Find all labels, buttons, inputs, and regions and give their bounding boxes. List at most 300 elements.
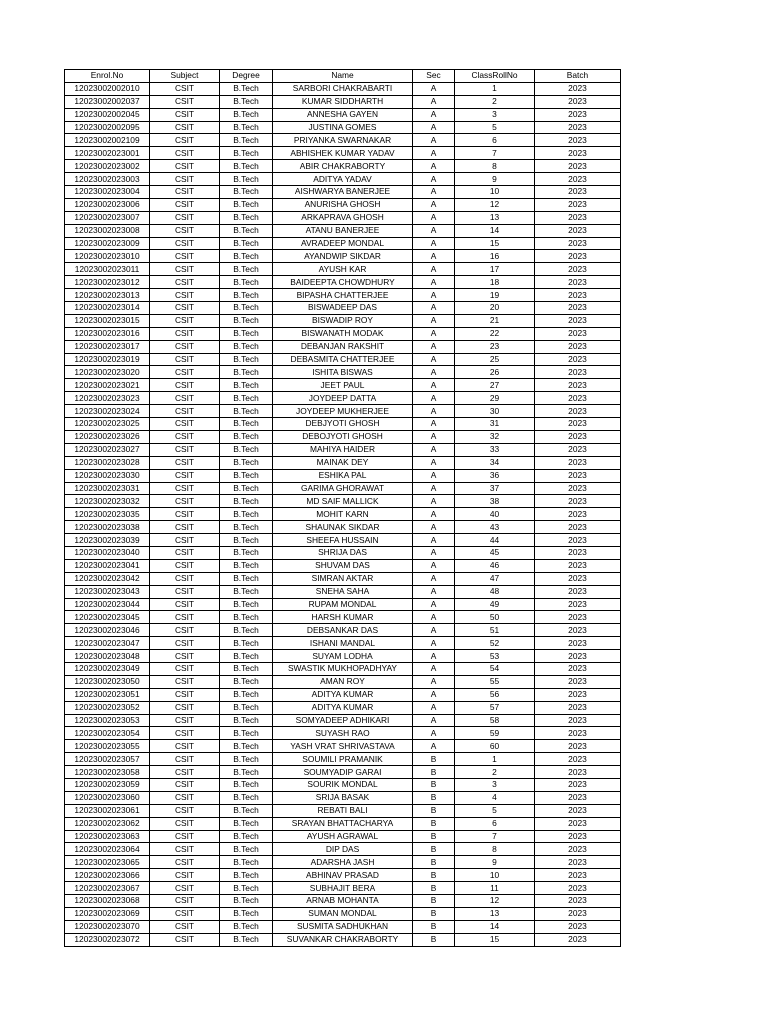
batch-cell: 2023 — [535, 237, 621, 250]
subject-cell: CSIT — [150, 430, 220, 443]
subject-cell: CSIT — [150, 856, 220, 869]
table-row — [65, 456, 621, 469]
table-row — [65, 82, 621, 95]
sec-cell: A — [413, 662, 455, 675]
name-cell: AYUSH AGRAWAL — [273, 830, 413, 843]
roll-cell: 11 — [455, 882, 535, 895]
batch-cell: 2023 — [535, 160, 621, 173]
name-cell: SOMYADEEP ADHIKARI — [273, 714, 413, 727]
batch-cell: 2023 — [535, 559, 621, 572]
degree-cell: B.Tech — [220, 804, 273, 817]
table-row — [65, 521, 621, 534]
sec-cell: B — [413, 933, 455, 946]
degree-cell: B.Tech — [220, 585, 273, 598]
roll-cell: 52 — [455, 637, 535, 650]
name-cell: BAIDEEPTA CHOWDHURY — [273, 276, 413, 289]
roll-cell: 26 — [455, 366, 535, 379]
degree-cell: B.Tech — [220, 740, 273, 753]
degree-cell: B.Tech — [220, 714, 273, 727]
sec-cell: A — [413, 675, 455, 688]
enrol-cell: 12023002023011 — [65, 263, 150, 276]
table-row — [65, 817, 621, 830]
degree-cell: B.Tech — [220, 611, 273, 624]
batch-cell: 2023 — [535, 250, 621, 263]
subject-cell: CSIT — [150, 843, 220, 856]
name-cell: DEBASMITA CHATTERJEE — [273, 353, 413, 366]
enrol-cell: 12023002023031 — [65, 482, 150, 495]
name-cell: ADARSHA JASH — [273, 856, 413, 869]
degree-cell: B.Tech — [220, 186, 273, 199]
sec-cell: B — [413, 856, 455, 869]
table-row — [65, 469, 621, 482]
table-row — [65, 379, 621, 392]
enrol-cell: 12023002023016 — [65, 327, 150, 340]
sec-cell: B — [413, 843, 455, 856]
roll-cell: 14 — [455, 224, 535, 237]
subject-cell: CSIT — [150, 778, 220, 791]
batch-cell: 2023 — [535, 276, 621, 289]
roll-cell: 16 — [455, 250, 535, 263]
degree-cell: B.Tech — [220, 778, 273, 791]
batch-cell: 2023 — [535, 701, 621, 714]
table-row — [65, 585, 621, 598]
sec-cell: B — [413, 882, 455, 895]
degree-cell: B.Tech — [220, 920, 273, 933]
header-name: Name — [273, 70, 413, 83]
batch-cell: 2023 — [535, 895, 621, 908]
subject-cell: CSIT — [150, 650, 220, 663]
batch-cell: 2023 — [535, 198, 621, 211]
batch-cell: 2023 — [535, 650, 621, 663]
name-cell: MD SAIF MALLICK — [273, 495, 413, 508]
table-row — [65, 340, 621, 353]
batch-cell: 2023 — [535, 714, 621, 727]
subject-cell: CSIT — [150, 546, 220, 559]
batch-cell: 2023 — [535, 353, 621, 366]
sec-cell: A — [413, 572, 455, 585]
roll-cell: 15 — [455, 933, 535, 946]
name-cell: JOYDEEP DATTA — [273, 392, 413, 405]
sec-cell: A — [413, 186, 455, 199]
name-cell: MAHIYA HAIDER — [273, 443, 413, 456]
degree-cell: B.Tech — [220, 598, 273, 611]
table-row — [65, 637, 621, 650]
sec-cell: A — [413, 237, 455, 250]
enrol-cell: 12023002023007 — [65, 211, 150, 224]
batch-cell: 2023 — [535, 495, 621, 508]
degree-cell: B.Tech — [220, 314, 273, 327]
roll-cell: 9 — [455, 173, 535, 186]
degree-cell: B.Tech — [220, 430, 273, 443]
subject-cell: CSIT — [150, 753, 220, 766]
batch-cell: 2023 — [535, 224, 621, 237]
subject-cell: CSIT — [150, 121, 220, 134]
roll-cell: 53 — [455, 650, 535, 663]
name-cell: SHUVAM DAS — [273, 559, 413, 572]
roll-cell: 9 — [455, 856, 535, 869]
degree-cell: B.Tech — [220, 237, 273, 250]
roll-cell: 58 — [455, 714, 535, 727]
table-row — [65, 624, 621, 637]
sec-cell: A — [413, 714, 455, 727]
name-cell: ARNAB MOHANTA — [273, 895, 413, 908]
enrol-cell: 12023002023042 — [65, 572, 150, 585]
degree-cell: B.Tech — [220, 198, 273, 211]
sec-cell: A — [413, 624, 455, 637]
table-row — [65, 289, 621, 302]
subject-cell: CSIT — [150, 314, 220, 327]
name-cell: SUMAN MONDAL — [273, 907, 413, 920]
sec-cell: A — [413, 379, 455, 392]
degree-cell: B.Tech — [220, 675, 273, 688]
batch-cell: 2023 — [535, 314, 621, 327]
sec-cell: A — [413, 340, 455, 353]
subject-cell: CSIT — [150, 366, 220, 379]
subject-cell: CSIT — [150, 302, 220, 315]
table-row — [65, 843, 621, 856]
table-row — [65, 869, 621, 882]
roll-cell: 5 — [455, 121, 535, 134]
degree-cell: B.Tech — [220, 662, 273, 675]
name-cell: BISWANATH MODAK — [273, 327, 413, 340]
subject-cell: CSIT — [150, 521, 220, 534]
enrol-cell: 12023002023044 — [65, 598, 150, 611]
batch-cell: 2023 — [535, 327, 621, 340]
batch-cell: 2023 — [535, 753, 621, 766]
sec-cell: A — [413, 392, 455, 405]
sec-cell: A — [413, 121, 455, 134]
degree-cell: B.Tech — [220, 482, 273, 495]
table-row — [65, 418, 621, 431]
table-row — [65, 366, 621, 379]
batch-cell: 2023 — [535, 830, 621, 843]
batch-cell: 2023 — [535, 456, 621, 469]
batch-cell: 2023 — [535, 598, 621, 611]
enrol-cell: 12023002002045 — [65, 108, 150, 121]
student-sheet — [64, 69, 621, 947]
sec-cell: A — [413, 443, 455, 456]
degree-cell: B.Tech — [220, 907, 273, 920]
enrol-cell: 12023002023010 — [65, 250, 150, 263]
roll-cell: 50 — [455, 611, 535, 624]
enrol-cell: 12023002023032 — [65, 495, 150, 508]
enrol-cell: 12023002023019 — [65, 353, 150, 366]
degree-cell: B.Tech — [220, 443, 273, 456]
subject-cell: CSIT — [150, 817, 220, 830]
enrol-cell: 12023002023058 — [65, 766, 150, 779]
subject-cell: CSIT — [150, 443, 220, 456]
degree-cell: B.Tech — [220, 766, 273, 779]
degree-cell: B.Tech — [220, 933, 273, 946]
roll-cell: 5 — [455, 804, 535, 817]
degree-cell: B.Tech — [220, 340, 273, 353]
roll-cell: 19 — [455, 289, 535, 302]
table-row — [65, 611, 621, 624]
degree-cell: B.Tech — [220, 173, 273, 186]
name-cell: ARKAPRAVA GHOSH — [273, 211, 413, 224]
degree-cell: B.Tech — [220, 353, 273, 366]
roll-cell: 30 — [455, 405, 535, 418]
sec-cell: A — [413, 276, 455, 289]
table-row — [65, 250, 621, 263]
subject-cell: CSIT — [150, 469, 220, 482]
name-cell: ADITYA YADAV — [273, 173, 413, 186]
subject-cell: CSIT — [150, 662, 220, 675]
table-row — [65, 314, 621, 327]
degree-cell: B.Tech — [220, 546, 273, 559]
enrol-cell: 12023002023062 — [65, 817, 150, 830]
degree-cell: B.Tech — [220, 624, 273, 637]
sec-cell: A — [413, 302, 455, 315]
name-cell: MOHIT KARN — [273, 508, 413, 521]
subject-cell: CSIT — [150, 598, 220, 611]
roll-cell: 14 — [455, 920, 535, 933]
degree-cell: B.Tech — [220, 134, 273, 147]
subject-cell: CSIT — [150, 392, 220, 405]
subject-cell: CSIT — [150, 740, 220, 753]
degree-cell: B.Tech — [220, 456, 273, 469]
enrol-cell: 12023002023024 — [65, 405, 150, 418]
table-row — [65, 920, 621, 933]
roll-cell: 57 — [455, 701, 535, 714]
roll-cell: 20 — [455, 302, 535, 315]
name-cell: SUBHAJIT BERA — [273, 882, 413, 895]
table-row — [65, 173, 621, 186]
subject-cell: CSIT — [150, 701, 220, 714]
degree-cell: B.Tech — [220, 534, 273, 547]
batch-cell: 2023 — [535, 546, 621, 559]
degree-cell: B.Tech — [220, 405, 273, 418]
table-row — [65, 392, 621, 405]
degree-cell: B.Tech — [220, 521, 273, 534]
roll-cell: 21 — [455, 314, 535, 327]
enrol-cell: 12023002023047 — [65, 637, 150, 650]
batch-cell: 2023 — [535, 366, 621, 379]
degree-cell: B.Tech — [220, 289, 273, 302]
table-row — [65, 766, 621, 779]
enrol-cell: 12023002023061 — [65, 804, 150, 817]
enrol-cell: 12023002002109 — [65, 134, 150, 147]
roll-cell: 2 — [455, 95, 535, 108]
degree-cell: B.Tech — [220, 701, 273, 714]
roll-cell: 15 — [455, 237, 535, 250]
enrol-cell: 12023002023002 — [65, 160, 150, 173]
header-row — [65, 70, 621, 83]
name-cell: SUSMITA SADHUKHAN — [273, 920, 413, 933]
name-cell: KUMAR SIDDHARTH — [273, 95, 413, 108]
name-cell: SUYASH RAO — [273, 727, 413, 740]
subject-cell: CSIT — [150, 340, 220, 353]
degree-cell: B.Tech — [220, 276, 273, 289]
roll-cell: 31 — [455, 418, 535, 431]
enrol-cell: 12023002023008 — [65, 224, 150, 237]
enrol-cell: 12023002023063 — [65, 830, 150, 843]
roll-cell: 10 — [455, 186, 535, 199]
table-row — [65, 263, 621, 276]
name-cell: BIPASHA CHATTERJEE — [273, 289, 413, 302]
degree-cell: B.Tech — [220, 753, 273, 766]
degree-cell: B.Tech — [220, 843, 273, 856]
name-cell: SHAUNAK SIKDAR — [273, 521, 413, 534]
name-cell: AYUSH KAR — [273, 263, 413, 276]
table-row — [65, 160, 621, 173]
subject-cell: CSIT — [150, 869, 220, 882]
table-row — [65, 198, 621, 211]
degree-cell: B.Tech — [220, 895, 273, 908]
name-cell: AVRADEEP MONDAL — [273, 237, 413, 250]
enrol-cell: 12023002023009 — [65, 237, 150, 250]
enrol-cell: 12023002023030 — [65, 469, 150, 482]
table-row — [65, 134, 621, 147]
roll-cell: 1 — [455, 753, 535, 766]
subject-cell: CSIT — [150, 160, 220, 173]
name-cell: ESHIKA PAL — [273, 469, 413, 482]
batch-cell: 2023 — [535, 469, 621, 482]
batch-cell: 2023 — [535, 624, 621, 637]
subject-cell: CSIT — [150, 276, 220, 289]
table-row — [65, 546, 621, 559]
enrol-cell: 12023002023048 — [65, 650, 150, 663]
sec-cell: B — [413, 766, 455, 779]
degree-cell: B.Tech — [220, 82, 273, 95]
table-row — [65, 211, 621, 224]
enrol-cell: 12023002023025 — [65, 418, 150, 431]
name-cell: ISHANI MANDAL — [273, 637, 413, 650]
name-cell: SHRIJA DAS — [273, 546, 413, 559]
subject-cell: CSIT — [150, 714, 220, 727]
table-row — [65, 121, 621, 134]
degree-cell: B.Tech — [220, 559, 273, 572]
name-cell: DIP DAS — [273, 843, 413, 856]
name-cell: ABIR CHAKRABORTY — [273, 160, 413, 173]
table-row — [65, 688, 621, 701]
name-cell: ANURISHA GHOSH — [273, 198, 413, 211]
enrol-cell: 12023002023040 — [65, 546, 150, 559]
batch-cell: 2023 — [535, 611, 621, 624]
degree-cell: B.Tech — [220, 418, 273, 431]
roll-cell: 12 — [455, 198, 535, 211]
table-row — [65, 804, 621, 817]
degree-cell: B.Tech — [220, 327, 273, 340]
table-row — [65, 95, 621, 108]
degree-cell: B.Tech — [220, 263, 273, 276]
table-row — [65, 907, 621, 920]
batch-cell: 2023 — [535, 443, 621, 456]
batch-cell: 2023 — [535, 379, 621, 392]
sec-cell: A — [413, 314, 455, 327]
sec-cell: A — [413, 482, 455, 495]
roll-cell: 10 — [455, 869, 535, 882]
batch-cell: 2023 — [535, 933, 621, 946]
name-cell: BISWADIP ROY — [273, 314, 413, 327]
enrol-cell: 12023002023015 — [65, 314, 150, 327]
sec-cell: A — [413, 405, 455, 418]
sec-cell: B — [413, 895, 455, 908]
roll-cell: 6 — [455, 817, 535, 830]
roll-cell: 32 — [455, 430, 535, 443]
table-row — [65, 327, 621, 340]
batch-cell: 2023 — [535, 405, 621, 418]
roll-cell: 25 — [455, 353, 535, 366]
batch-cell: 2023 — [535, 173, 621, 186]
name-cell: HARSH KUMAR — [273, 611, 413, 624]
roll-cell: 49 — [455, 598, 535, 611]
degree-cell: B.Tech — [220, 108, 273, 121]
header-degree: Degree — [220, 70, 273, 83]
enrol-cell: 12023002023046 — [65, 624, 150, 637]
roll-cell: 55 — [455, 675, 535, 688]
batch-cell: 2023 — [535, 430, 621, 443]
sec-cell: A — [413, 198, 455, 211]
name-cell: ISHITA BISWAS — [273, 366, 413, 379]
degree-cell: B.Tech — [220, 882, 273, 895]
batch-cell: 2023 — [535, 856, 621, 869]
batch-cell: 2023 — [535, 263, 621, 276]
name-cell: REBATI BALI — [273, 804, 413, 817]
sec-cell: B — [413, 778, 455, 791]
degree-cell: B.Tech — [220, 817, 273, 830]
batch-cell: 2023 — [535, 675, 621, 688]
sec-cell: B — [413, 830, 455, 843]
enrol-cell: 12023002023072 — [65, 933, 150, 946]
header-roll: ClassRollNo — [455, 70, 535, 83]
enrol-cell: 12023002023068 — [65, 895, 150, 908]
roll-cell: 51 — [455, 624, 535, 637]
name-cell: SUYAM LODHA — [273, 650, 413, 663]
roll-cell: 23 — [455, 340, 535, 353]
subject-cell: CSIT — [150, 624, 220, 637]
roll-cell: 12 — [455, 895, 535, 908]
enrol-cell: 12023002023045 — [65, 611, 150, 624]
enrol-cell: 12023002023017 — [65, 340, 150, 353]
enrol-cell: 12023002023023 — [65, 392, 150, 405]
enrol-cell: 12023002023004 — [65, 186, 150, 199]
table-row — [65, 830, 621, 843]
name-cell: SOUMYADIP GARAI — [273, 766, 413, 779]
degree-cell: B.Tech — [220, 95, 273, 108]
degree-cell: B.Tech — [220, 495, 273, 508]
name-cell: AYANDWIP SIKDAR — [273, 250, 413, 263]
sec-cell: A — [413, 108, 455, 121]
degree-cell: B.Tech — [220, 379, 273, 392]
degree-cell: B.Tech — [220, 366, 273, 379]
roll-cell: 7 — [455, 147, 535, 160]
batch-cell: 2023 — [535, 482, 621, 495]
enrol-cell: 12023002023055 — [65, 740, 150, 753]
sec-cell: A — [413, 534, 455, 547]
name-cell: SUVANKAR CHAKRABORTY — [273, 933, 413, 946]
header-enrol: Enrol.No — [65, 70, 150, 83]
enrol-cell: 12023002023038 — [65, 521, 150, 534]
name-cell: SRIJA BASAK — [273, 791, 413, 804]
name-cell: JUSTINA GOMES — [273, 121, 413, 134]
roll-cell: 47 — [455, 572, 535, 585]
degree-cell: B.Tech — [220, 211, 273, 224]
name-cell: SWASTIK MUKHOPADHYAY — [273, 662, 413, 675]
roll-cell: 1 — [455, 82, 535, 95]
batch-cell: 2023 — [535, 637, 621, 650]
sec-cell: A — [413, 95, 455, 108]
sec-cell: A — [413, 82, 455, 95]
subject-cell: CSIT — [150, 688, 220, 701]
sec-cell: A — [413, 456, 455, 469]
sec-cell: A — [413, 585, 455, 598]
enrol-cell: 12023002023035 — [65, 508, 150, 521]
roll-cell: 48 — [455, 585, 535, 598]
subject-cell: CSIT — [150, 804, 220, 817]
table-row — [65, 559, 621, 572]
enrol-cell: 12023002023053 — [65, 714, 150, 727]
